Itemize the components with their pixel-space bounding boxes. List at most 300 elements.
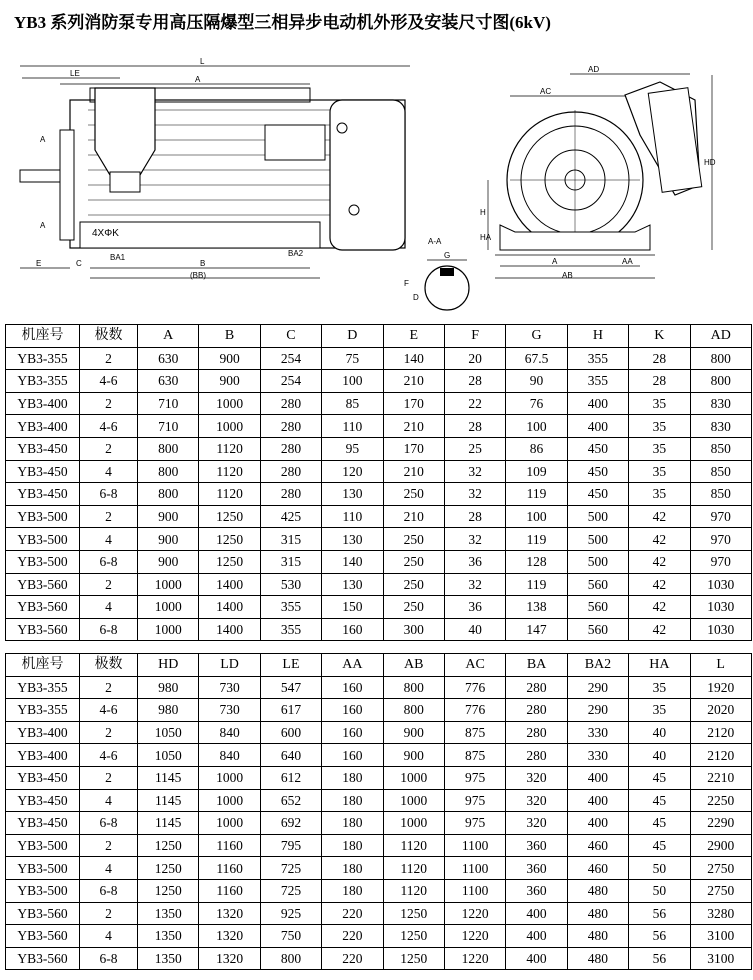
table-cell: 875 <box>444 744 505 767</box>
table-cell: 2 <box>80 573 138 596</box>
column-header: C <box>260 325 321 348</box>
table-cell: YB3-500 <box>6 528 80 551</box>
table-cell: 315 <box>260 550 321 573</box>
table-cell: 42 <box>629 505 690 528</box>
column-header: AB <box>383 654 444 677</box>
table-cell: YB3-450 <box>6 460 80 483</box>
table-cell: 480 <box>567 925 628 948</box>
table-cell: 1120 <box>199 437 260 460</box>
table-cell: 1400 <box>199 618 260 641</box>
table-cell: 32 <box>444 573 505 596</box>
table-cell: 547 <box>260 676 321 699</box>
table-cell: 28 <box>444 370 505 393</box>
table-cell: 900 <box>138 528 199 551</box>
table-cell: 110 <box>322 415 383 438</box>
table-cell: 86 <box>506 437 567 460</box>
column-header: 机座号 <box>6 325 80 348</box>
table-cell: 400 <box>506 902 567 925</box>
table-cell: 1030 <box>690 573 751 596</box>
table-cell: 4 <box>80 789 138 812</box>
table-cell: 400 <box>567 766 628 789</box>
table-cell: 280 <box>260 437 321 460</box>
table-cell: 1160 <box>199 857 260 880</box>
table-cell: 138 <box>506 596 567 619</box>
column-header: F <box>444 325 505 348</box>
table-cell: 56 <box>629 902 690 925</box>
table-row <box>6 879 752 902</box>
column-header: 极数 <box>80 654 138 677</box>
table-cell: 1120 <box>383 879 444 902</box>
table-cell: 2020 <box>690 699 751 722</box>
table-cell: 1250 <box>383 925 444 948</box>
dim-AA: AA <box>622 257 633 266</box>
table-cell: 1000 <box>138 618 199 641</box>
table-header-row <box>6 325 752 348</box>
table-cell: YB3-560 <box>6 925 80 948</box>
table-cell: 28 <box>444 505 505 528</box>
table-cell: 692 <box>260 812 321 835</box>
table-cell: 970 <box>690 505 751 528</box>
section-mark-A-top: A <box>40 135 46 144</box>
table-cell: 800 <box>138 483 199 506</box>
table-cell: 900 <box>138 550 199 573</box>
table-cell: 6-8 <box>80 812 138 835</box>
dim-HA: HA <box>480 233 492 242</box>
table-cell: 35 <box>629 676 690 699</box>
table-row <box>6 676 752 699</box>
table-row <box>6 947 752 970</box>
table-cell: YB3-400 <box>6 392 80 415</box>
table-cell: YB3-400 <box>6 721 80 744</box>
table-cell: 280 <box>506 699 567 722</box>
table-cell: 1100 <box>444 834 505 857</box>
table-cell: 330 <box>567 744 628 767</box>
table-cell: 128 <box>506 550 567 573</box>
table-cell: 130 <box>322 573 383 596</box>
table-row <box>6 699 752 722</box>
table-cell: 1400 <box>199 596 260 619</box>
table-cell: 1250 <box>138 857 199 880</box>
table-cell: 35 <box>629 460 690 483</box>
table-cell: 140 <box>322 550 383 573</box>
table-cell: 795 <box>260 834 321 857</box>
table-cell: 1030 <box>690 618 751 641</box>
table-cell: 1350 <box>138 947 199 970</box>
table-cell: 355 <box>567 347 628 370</box>
table-cell: 450 <box>567 483 628 506</box>
table-cell: 4-6 <box>80 415 138 438</box>
table-cell: 617 <box>260 699 321 722</box>
table-cell: 460 <box>567 857 628 880</box>
table-cell: 2750 <box>690 857 751 880</box>
table-cell: 500 <box>567 550 628 573</box>
table-cell: 900 <box>383 744 444 767</box>
table-cell: 900 <box>199 347 260 370</box>
table-cell: 400 <box>567 812 628 835</box>
table-cell: 6-8 <box>80 618 138 641</box>
table-cell: 1000 <box>138 573 199 596</box>
table-cell: YB3-355 <box>6 347 80 370</box>
table-cell: 1220 <box>444 925 505 948</box>
table-cell: 330 <box>567 721 628 744</box>
table-cell: 425 <box>260 505 321 528</box>
table-cell: 400 <box>506 925 567 948</box>
dimension-table-1 <box>5 324 752 641</box>
table-cell: 4 <box>80 460 138 483</box>
table-cell: YB3-500 <box>6 857 80 880</box>
table-cell: 35 <box>629 392 690 415</box>
table-cell: 210 <box>383 370 444 393</box>
table-cell: 45 <box>629 766 690 789</box>
table-cell: 850 <box>690 460 751 483</box>
column-header: 极数 <box>80 325 138 348</box>
table-cell: 970 <box>690 550 751 573</box>
table-cell: 28 <box>444 415 505 438</box>
table-cell: 1920 <box>690 676 751 699</box>
table-cell: 1000 <box>199 812 260 835</box>
outline-drawing <box>0 40 753 320</box>
side-view <box>20 57 410 280</box>
table-cell: 320 <box>506 812 567 835</box>
table-cell: 900 <box>199 370 260 393</box>
dim-A-top: A <box>195 75 201 84</box>
table-cell: 750 <box>260 925 321 948</box>
table-cell: 1320 <box>199 947 260 970</box>
dim-G: G <box>444 251 451 260</box>
table-cell: 45 <box>629 834 690 857</box>
table-cell: 1145 <box>138 812 199 835</box>
dim-AB: AB <box>562 271 573 280</box>
table-cell: 35 <box>629 483 690 506</box>
table-cell: 560 <box>567 596 628 619</box>
table-cell: 300 <box>383 618 444 641</box>
table-cell: YB3-560 <box>6 618 80 641</box>
table-cell: 2 <box>80 834 138 857</box>
table-cell: 1220 <box>444 902 505 925</box>
table-cell: 42 <box>629 528 690 551</box>
table-cell: 130 <box>322 483 383 506</box>
table-cell: 85 <box>322 392 383 415</box>
table-cell: 220 <box>322 925 383 948</box>
table-cell: 6-8 <box>80 879 138 902</box>
table-cell: 500 <box>567 528 628 551</box>
table-cell: 6-8 <box>80 550 138 573</box>
table-row <box>6 347 752 370</box>
table-row <box>6 812 752 835</box>
table-cell: 42 <box>629 550 690 573</box>
table-cell: 35 <box>629 415 690 438</box>
table-row <box>6 392 752 415</box>
table-row <box>6 834 752 857</box>
table-cell: 800 <box>690 370 751 393</box>
table-cell: 35 <box>629 699 690 722</box>
table-cell: 1250 <box>199 505 260 528</box>
table-cell: 50 <box>629 879 690 902</box>
table-cell: 210 <box>383 505 444 528</box>
table-cell: YB3-355 <box>6 699 80 722</box>
dim-BA1: BA1 <box>110 253 126 262</box>
table-cell: YB3-355 <box>6 676 80 699</box>
table-cell: 730 <box>199 699 260 722</box>
table-cell: 1000 <box>383 812 444 835</box>
dim-F: F <box>404 279 409 288</box>
table-cell: 1250 <box>138 834 199 857</box>
table-cell: 120 <box>322 460 383 483</box>
section-view <box>404 237 469 310</box>
table-cell: YB3-560 <box>6 947 80 970</box>
table-cell: 20 <box>444 347 505 370</box>
page-title: YB3 系列消防泵专用高压隔爆型三相异步电动机外形及安装尺寸图(6kV) <box>14 13 551 32</box>
table-cell: 45 <box>629 789 690 812</box>
table-cell: 2210 <box>690 766 751 789</box>
dim-E: E <box>36 259 42 268</box>
table-cell: 2 <box>80 902 138 925</box>
table-cell: 280 <box>260 483 321 506</box>
column-header: D <box>322 325 383 348</box>
table-cell: 6-8 <box>80 947 138 970</box>
table-cell: 875 <box>444 721 505 744</box>
dim-D: D <box>413 293 419 302</box>
table-cell: 109 <box>506 460 567 483</box>
table-cell: 40 <box>629 744 690 767</box>
table-cell: 800 <box>383 676 444 699</box>
table-cell: 612 <box>260 766 321 789</box>
dim-HD: HD <box>704 158 716 167</box>
table-cell: 3280 <box>690 902 751 925</box>
table-cell: 56 <box>629 947 690 970</box>
table-row <box>6 766 752 789</box>
table-row <box>6 528 752 551</box>
table-cell: 1050 <box>138 744 199 767</box>
column-header: BA2 <box>567 654 628 677</box>
table-cell: 1000 <box>383 766 444 789</box>
column-header: 机座号 <box>6 654 80 677</box>
table-cell: 2 <box>80 437 138 460</box>
table-cell: 220 <box>322 947 383 970</box>
table-cell: 630 <box>138 347 199 370</box>
table-cell: 400 <box>567 789 628 812</box>
table-cell: 500 <box>567 505 628 528</box>
table-cell: 630 <box>138 370 199 393</box>
table-row <box>6 437 752 460</box>
table-cell: 220 <box>322 902 383 925</box>
table-row <box>6 505 752 528</box>
table-cell: 4 <box>80 857 138 880</box>
table-cell: YB3-450 <box>6 483 80 506</box>
table-cell: 130 <box>322 528 383 551</box>
table-cell: 250 <box>383 483 444 506</box>
table-cell: 119 <box>506 528 567 551</box>
table-cell: 6-8 <box>80 483 138 506</box>
column-header: A <box>138 325 199 348</box>
table-cell: 1250 <box>138 879 199 902</box>
table-cell: 56 <box>629 925 690 948</box>
table-cell: 119 <box>506 483 567 506</box>
table-cell: 3100 <box>690 947 751 970</box>
table-cell: 4 <box>80 596 138 619</box>
table-cell: 119 <box>506 573 567 596</box>
column-header: AC <box>444 654 505 677</box>
section-mark-A-bottom: A <box>40 221 46 230</box>
table-cell: 254 <box>260 370 321 393</box>
table-cell: 4-6 <box>80 744 138 767</box>
table-cell: 320 <box>506 766 567 789</box>
table-cell: 1250 <box>199 550 260 573</box>
table-row <box>6 573 752 596</box>
table-row <box>6 902 752 925</box>
table-cell: 22 <box>444 392 505 415</box>
table-cell: YB3-400 <box>6 744 80 767</box>
table-row <box>6 925 752 948</box>
table-cell: 100 <box>506 505 567 528</box>
table-cell: 180 <box>322 812 383 835</box>
table-cell: 90 <box>506 370 567 393</box>
table-cell: YB3-500 <box>6 834 80 857</box>
table-cell: 32 <box>444 528 505 551</box>
table-cell: 830 <box>690 415 751 438</box>
table-cell: 460 <box>567 834 628 857</box>
table-cell: 800 <box>138 437 199 460</box>
table-cell: 45 <box>629 812 690 835</box>
table-cell: 1145 <box>138 766 199 789</box>
table-cell: 2 <box>80 347 138 370</box>
table-cell: YB3-500 <box>6 550 80 573</box>
table-cell: 652 <box>260 789 321 812</box>
table-row <box>6 370 752 393</box>
dim-BB: (BB) <box>190 271 206 280</box>
table-cell: 560 <box>567 573 628 596</box>
column-header: K <box>629 325 690 348</box>
table-cell: 160 <box>322 699 383 722</box>
table-row <box>6 415 752 438</box>
table-cell: 840 <box>199 744 260 767</box>
table-cell: 1120 <box>199 460 260 483</box>
table-cell: 450 <box>567 437 628 460</box>
table-cell: 1030 <box>690 596 751 619</box>
table-cell: 180 <box>322 857 383 880</box>
table-cell: 480 <box>567 947 628 970</box>
table-cell: 147 <box>506 618 567 641</box>
table-cell: 400 <box>567 392 628 415</box>
table-cell: 400 <box>567 415 628 438</box>
table-cell: 1120 <box>383 834 444 857</box>
table-cell: 160 <box>322 676 383 699</box>
table-cell: 1000 <box>199 392 260 415</box>
section-label: A-A <box>428 237 442 246</box>
table-cell: 360 <box>506 857 567 880</box>
dim-L: L <box>200 57 205 66</box>
table-cell: 315 <box>260 528 321 551</box>
column-header: G <box>506 325 567 348</box>
table-cell: 2900 <box>690 834 751 857</box>
table-header-row <box>6 654 752 677</box>
table-cell: 28 <box>629 370 690 393</box>
table-cell: 36 <box>444 596 505 619</box>
end-view <box>480 65 716 280</box>
table-cell: 776 <box>444 699 505 722</box>
table-cell: 4-6 <box>80 699 138 722</box>
table-cell: 95 <box>322 437 383 460</box>
table-cell: YB3-450 <box>6 812 80 835</box>
table-cell: 776 <box>444 676 505 699</box>
table-cell: 1100 <box>444 879 505 902</box>
table-cell: 975 <box>444 812 505 835</box>
column-header: H <box>567 325 628 348</box>
table-cell: 1000 <box>383 789 444 812</box>
table-cell: 980 <box>138 676 199 699</box>
dim-A-end: A <box>552 257 558 266</box>
table-cell: 710 <box>138 415 199 438</box>
table-cell: 290 <box>567 676 628 699</box>
table-cell: 42 <box>629 618 690 641</box>
table-cell: 2 <box>80 505 138 528</box>
table-cell: 2250 <box>690 789 751 812</box>
table-cell: 100 <box>506 415 567 438</box>
table-cell: 1250 <box>383 947 444 970</box>
column-header: E <box>383 325 444 348</box>
table-cell: 800 <box>138 460 199 483</box>
table-cell: 4 <box>80 528 138 551</box>
table-cell: YB3-560 <box>6 573 80 596</box>
table-cell: 50 <box>629 857 690 880</box>
table-cell: YB3-400 <box>6 415 80 438</box>
table-cell: 1100 <box>444 857 505 880</box>
column-header: HD <box>138 654 199 677</box>
dim-B: B <box>200 259 206 268</box>
table-cell: 76 <box>506 392 567 415</box>
table-cell: 1000 <box>199 415 260 438</box>
table-cell: 250 <box>383 596 444 619</box>
table-cell: 2290 <box>690 812 751 835</box>
table-cell: 320 <box>506 789 567 812</box>
table-cell: 925 <box>260 902 321 925</box>
table-cell: 28 <box>629 347 690 370</box>
table-cell: 180 <box>322 834 383 857</box>
table-row <box>6 550 752 573</box>
table-cell: 1120 <box>383 857 444 880</box>
table-cell: 290 <box>567 699 628 722</box>
table-cell: 1120 <box>199 483 260 506</box>
table-cell: 67.5 <box>506 347 567 370</box>
table-cell: 800 <box>383 699 444 722</box>
table-row <box>6 789 752 812</box>
table-cell: 42 <box>629 573 690 596</box>
column-header: B <box>199 325 260 348</box>
table-cell: 400 <box>506 947 567 970</box>
table-cell: 900 <box>383 721 444 744</box>
table-cell: 1350 <box>138 925 199 948</box>
table-cell: 2 <box>80 721 138 744</box>
table-cell: 180 <box>322 766 383 789</box>
table-cell: 975 <box>444 789 505 812</box>
table-cell: 170 <box>383 437 444 460</box>
table-row <box>6 596 752 619</box>
table-cell: 210 <box>383 415 444 438</box>
table-cell: 42 <box>629 596 690 619</box>
column-header: HA <box>629 654 690 677</box>
table-cell: 725 <box>260 879 321 902</box>
table-cell: 140 <box>383 347 444 370</box>
column-header: AD <box>690 325 751 348</box>
table-cell: 600 <box>260 721 321 744</box>
table-cell: 530 <box>260 573 321 596</box>
table-cell: 280 <box>506 676 567 699</box>
table-cell: YB3-500 <box>6 879 80 902</box>
table-row <box>6 857 752 880</box>
table-row <box>6 460 752 483</box>
table-cell: 840 <box>199 721 260 744</box>
table-cell: 1250 <box>199 528 260 551</box>
